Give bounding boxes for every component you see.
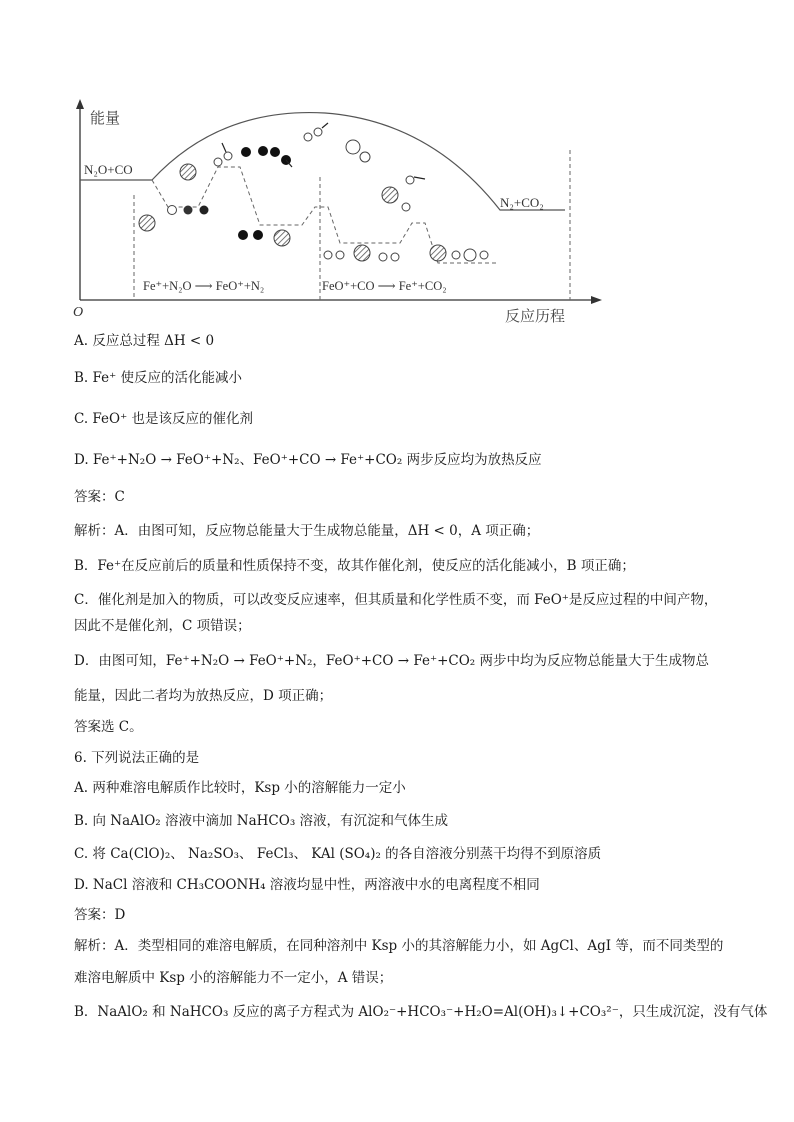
- energy-profile-diagram: [70, 95, 610, 330]
- q6-stem: 6. 下列说法正确的是: [74, 750, 200, 766]
- co-atom: [324, 251, 332, 259]
- motion-arrow-icon: [414, 177, 425, 179]
- n2o-atom: [214, 158, 222, 166]
- co-atom: [304, 133, 312, 141]
- q5-explanation-d-line1: D．由图可知，Fe⁺+N₂O → FeO⁺+N₂，FeO⁺+CO → Fe⁺+CO₂ 两步中均为反应物总能量大于生成物总: [74, 653, 709, 669]
- feo-ion-atom: [274, 230, 290, 246]
- x-axis-arrow-icon: [591, 296, 602, 304]
- q5-option-d: D. Fe⁺+N₂O → FeO⁺+N₂、FeO⁺+CO → Fe⁺+CO₂ 两步反应均为放热反应: [74, 452, 542, 468]
- q5-answer: 答案：C: [74, 489, 125, 505]
- reactants-label: N₂O+CO: [84, 162, 133, 177]
- x-axis-label: 反应历程: [505, 309, 566, 325]
- motion-arrow-icon: [322, 123, 328, 128]
- n2o-atom: [200, 206, 209, 215]
- q6-option-d: D. NaCl 溶液和 CH₃COONH₄ 溶液均显中性，两溶液中水的电离程度不相同: [74, 877, 540, 893]
- q5-explanation-c-line2: 因此不是催化剂，C 项错误；: [74, 618, 251, 634]
- q5-option-b: B. Fe⁺ 使反应的活化能减小: [74, 370, 243, 386]
- n2-atom: [238, 230, 248, 240]
- y-axis-arrow-icon: [76, 99, 84, 109]
- fe-ion-atom: [180, 164, 196, 180]
- n2-atom: [253, 230, 263, 240]
- feo-ion-atom: [382, 187, 398, 203]
- co-atom: [346, 140, 360, 154]
- motion-arrow-icon: [222, 143, 226, 152]
- q6-answer: 答案：D: [74, 907, 126, 923]
- fe-ion-atom: [139, 215, 155, 231]
- co2-atom: [464, 249, 476, 261]
- molecule-illustrations: [139, 123, 488, 261]
- co-atom: [360, 152, 370, 162]
- q6-option-a: A. 两种难溶电解质作比较时，Ksp 小的溶解能力一定小: [74, 780, 406, 796]
- step2-equation: FeO⁺+CO ⟶ Fe⁺+CO₂: [322, 279, 447, 293]
- feo-ion-atom: [354, 245, 370, 261]
- co2-atom: [480, 251, 488, 259]
- co-atom: [379, 253, 387, 261]
- q5-explanation-b: B．Fe⁺在反应前后的质量和性质保持不变，故其作催化剂，使反应的活化能减小，B 项正确；: [74, 558, 635, 574]
- q5-explanation-a: 解析：A．由图可知，反应物总能量大于生成物总能量，ΔH < 0，A 项正确；: [74, 523, 540, 539]
- y-axis-label: 能量: [90, 111, 121, 127]
- co-atom: [391, 253, 399, 261]
- q6-option-c: C. 将 Ca(ClO)₂、 Na₂SO₃、 FeCl₃、 KAl (SO₄)₂ 的各自溶液分别蒸干均得不到原溶质: [74, 846, 602, 862]
- q5-explanation-c-line1: C．催化剂是加入的物质，可以改变反应速率，但其质量和化学性质不变，而 FeO⁺是反应过程的中间产物，: [74, 592, 718, 608]
- q5-conclusion: 答案选 C。: [74, 719, 143, 735]
- co-atom: [336, 251, 344, 259]
- q5-option-a: A. 反应总过程 ΔH < 0: [74, 333, 215, 349]
- q6-explanation-a-line2: 难溶电解质中 Ksp 小的溶解能力不一定小，A 错误；: [74, 970, 393, 986]
- n2o-atom: [224, 152, 232, 160]
- co-atom: [314, 128, 322, 136]
- n2o-atom: [168, 206, 177, 215]
- q5-option-c: C. FeO⁺ 也是该反应的催化剂: [74, 411, 254, 427]
- step1-equation: Fe⁺+N₂O ⟶ FeO⁺+N₂: [143, 279, 265, 293]
- co2-atom: [452, 251, 460, 259]
- q6-explanation-a-line1: 解析：A．类型相同的难溶电解质，在同种溶剂中 Ksp 小的其溶解能力小，如 AgCl、AgI 等，而不同类型的: [74, 938, 724, 954]
- n2o-atom: [258, 146, 268, 156]
- co-atom: [402, 203, 410, 211]
- n2o-atom: [241, 147, 251, 157]
- q5-explanation-d-line2: 能量，因此二者均为放热反应，D 项正确；: [74, 688, 333, 704]
- n2o-atom: [184, 206, 193, 215]
- catalyzed-dashed-path: [152, 167, 498, 263]
- n2o-atom: [270, 147, 280, 157]
- products-label: N₂+CO₂: [500, 195, 544, 210]
- origin-label: O: [73, 305, 84, 320]
- q6-explanation-b: B．NaAlO₂ 和 NaHCO₃ 反应的离子方程式为 AlO₂⁻+HCO₃⁻+H₂O=Al(OH)₃↓+CO₃²⁻，只生成沉淀，没有气体: [74, 1004, 768, 1020]
- fe-ion-atom: [430, 245, 446, 261]
- co-atom: [406, 176, 414, 184]
- q6-option-b: B. 向 NaAlO₂ 溶液中滴加 NaHCO₃ 溶液，有沉淀和气体生成: [74, 813, 449, 829]
